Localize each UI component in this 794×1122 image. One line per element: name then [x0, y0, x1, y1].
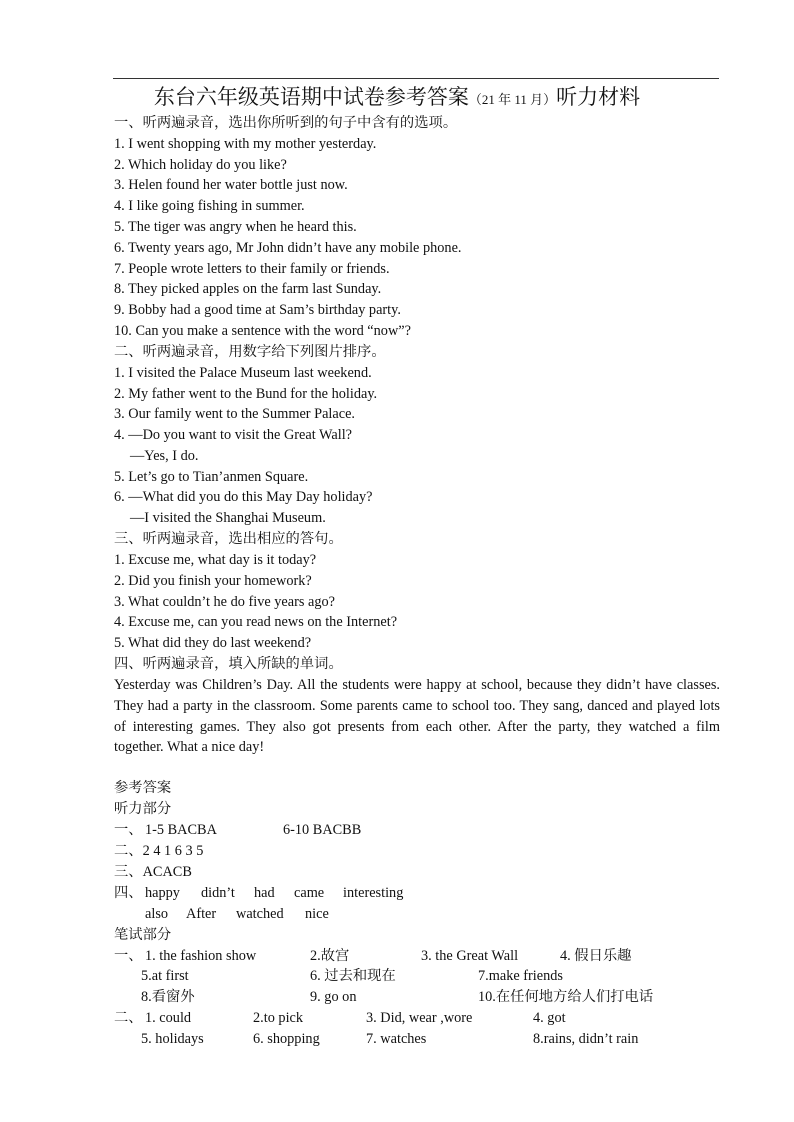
listen-4-word: watched — [236, 906, 284, 922]
written-1-answer: 6. 过去和现在 — [310, 968, 396, 984]
sec3-item: 1. Excuse me, what day is it today? — [114, 552, 317, 568]
written-1-answer: 4. 假日乐趣 — [560, 948, 632, 964]
sec2-item: 1. I visited the Palace Museum last weekend. — [114, 365, 372, 381]
listen-4-word: interesting — [343, 885, 404, 901]
listen-4-word: didn’t — [201, 885, 235, 901]
sec1-item: 9. Bobby had a good time at Sam’s birthday party. — [114, 302, 401, 318]
written-2-answer: 4. got — [533, 1010, 566, 1026]
listen-2-answer: 二、2 4 1 6 3 5 — [114, 843, 204, 859]
sec2-item: 4. —Do you want to visit the Great Wall? — [114, 427, 353, 443]
sec3-item: 4. Excuse me, can you read news on the Internet? — [114, 614, 398, 630]
written-1-answer: 7.make friends — [478, 968, 563, 984]
sec1-item: 5. The tiger was angry when he heard this. — [114, 219, 357, 235]
listen-1-answer-a: 1-5 BACBA — [145, 822, 217, 838]
sec1-item: 1. I went shopping with my mother yesterday. — [114, 136, 377, 152]
sec2-item: 2. My father went to the Bund for the holiday. — [114, 386, 378, 402]
sec2-item: 3. Our family went to the Summer Palace. — [114, 406, 356, 422]
listen-3-answer: 三、ACACB — [114, 864, 192, 880]
listen-1-prefix: 一、 — [114, 822, 143, 838]
sec1-item: 2. Which holiday do you like? — [114, 157, 287, 173]
written-1-answer: 2.故宫 — [310, 948, 350, 964]
listen-4-word: nice — [305, 906, 329, 922]
written-2-answer: 3. Did, wear ,wore — [366, 1010, 473, 1026]
listening-heading: 听力部分 — [114, 801, 172, 817]
written-2-answer: 6. shopping — [253, 1031, 320, 1047]
written-1-answer: 1. the fashion show — [145, 948, 257, 964]
sec3-item: 2. Did you finish your homework? — [114, 573, 312, 589]
section-2-heading: 二、听两遍录音，用数字给下列图片排序。 — [114, 344, 386, 360]
written-1-answer: 3. the Great Wall — [421, 948, 519, 964]
sec1-item: 6. Twenty years ago, Mr John didn’t have any mobile phone. — [114, 240, 462, 256]
header-rule — [113, 78, 719, 79]
written-2-answer: 2.to pick — [253, 1010, 304, 1026]
written-2-prefix: 二、 — [114, 1010, 143, 1026]
listen-4-word: also — [145, 906, 169, 922]
sec2-item: 5. Let’s go to Tian’anmen Square. — [114, 469, 309, 485]
written-heading: 笔试部分 — [114, 927, 172, 943]
written-2-answer: 8.rains, didn’t rain — [533, 1031, 639, 1047]
written-2-answer: 7. watches — [366, 1031, 427, 1047]
section-4-heading: 四、听两遍录音，填入所缺的单词。 — [114, 656, 343, 672]
sec2-item-reply: —Yes, I do. — [130, 448, 199, 464]
listen-4-word: had — [254, 885, 275, 901]
sec1-item: 4. I like going fishing in summer. — [114, 198, 305, 214]
listen-4-word: After — [186, 906, 217, 922]
sec3-item: 3. What couldn’t he do five years ago? — [114, 594, 336, 610]
listen-4-word: came — [294, 885, 325, 901]
page-title: 东台六年级英语期中试卷参考答案（21 年 11 月）听力材料 — [153, 85, 641, 109]
sec1-item: 3. Helen found her water bottle just now. — [114, 177, 348, 193]
sec3-item: 5. What did they do last weekend? — [114, 635, 312, 651]
section-3-heading: 三、听两遍录音，选出相应的答句。 — [114, 531, 343, 547]
written-1-answer: 8.看窗外 — [141, 989, 195, 1005]
written-1-answer: 10.在任何地方给人们打电话 — [478, 989, 654, 1005]
listen-1-answer-b: 6-10 BACBB — [283, 822, 362, 838]
sec1-item: 7. People wrote letters to their family or friends. — [114, 261, 390, 277]
section-1-heading: 一、听两遍录音，选出你所听到的句子中含有的选项。 — [114, 115, 458, 131]
answers-heading: 参考答案 — [114, 780, 172, 796]
written-2-answer: 5. holidays — [141, 1031, 204, 1047]
written-1-prefix: 一、 — [114, 948, 143, 964]
written-1-answer: 9. go on — [310, 989, 357, 1005]
written-2-answer: 1. could — [145, 1010, 192, 1026]
sec2-item-reply: —I visited the Shanghai Museum. — [130, 510, 326, 526]
sec1-item: 8. They picked apples on the farm last Sunday. — [114, 281, 382, 297]
listen-4-word: happy — [145, 885, 180, 901]
written-1-answer: 5.at first — [141, 968, 189, 984]
sec2-item: 6. —What did you do this May Day holiday? — [114, 489, 373, 505]
passage: Yesterday was Children’s Day. All the students were happy at school, because they didn’t have classes. They had a party in the classroom. Some parents came to school too. They sang, danced and played lots of interesting games. They also got presents from each other. After the party, they watched a film together. What a nice day! — [114, 677, 720, 756]
sec1-item: 10. Can you make a sentence with the word “now”? — [114, 323, 411, 339]
listen-4-prefix: 四、 — [114, 885, 143, 901]
